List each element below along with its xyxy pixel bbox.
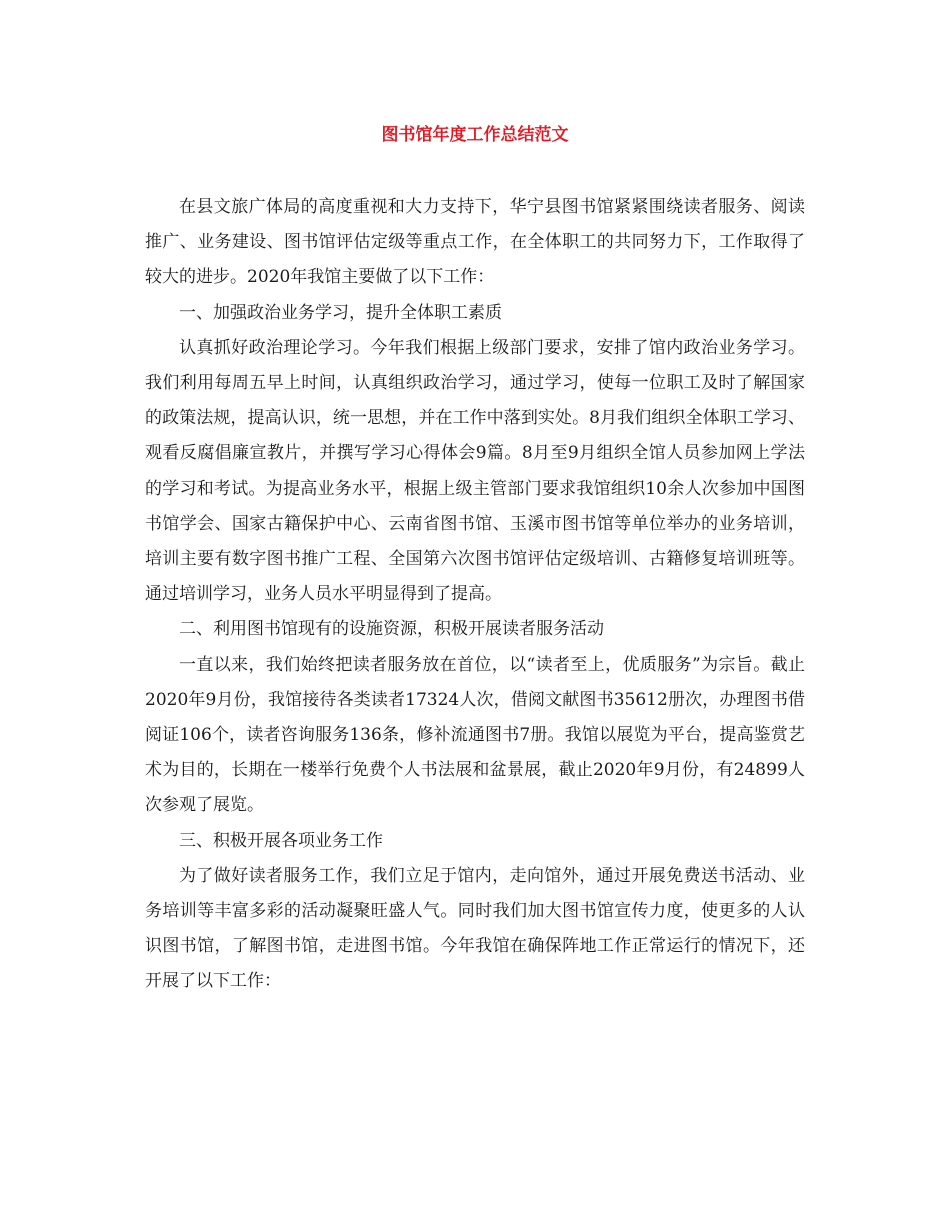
section-3-paragraph: 为了做好读者服务工作，我们立足于馆内，走向馆外，通过开展免费送书活动、业务培训等丰富多彩的活动凝聚旺盛人气。同时我们加大图书馆宣传力度，使更多的人认识图书馆，了解图书馆，走进图书馆。今年我馆在确保阵地工作正常运行的情况下，还开展了以下工作：: [145, 865, 805, 992]
section-2-paragraph: 一直以来，我们始终把读者服务放在首位，以“读者至上，优质服务”为宗旨。截止2020年9月份，我馆接待各类读者17324人次，借阅文献图书35612册次，办理图书借阅证106个，读者咨询服务136条，修补流通图书7册。我馆以展览为平台，提高鉴赏艺术为目的，长期在一楼举行免费个人书法展和盆景展，截止2020年9月份，有24899人次参观了展览。: [145, 654, 805, 816]
section-heading-2: 二、利用图书馆现有的设施资源，积极开展读者服务活动: [179, 619, 604, 640]
intro-paragraph: 在县文旅广体局的高度重视和大力支持下，华宁县图书馆紧紧围绕读者服务、阅读推广、业务建设、图书馆评估定级等重点工作，在全体职工的共同努力下，工作取得了较大的进步。2020年我馆主要做了以下工作：: [145, 197, 805, 288]
document-body: [145, 190, 805, 1000]
section-heading-3: 三、积极开展各项业务工作: [179, 830, 383, 851]
page-title: 图书馆年度工作总结范文: [381, 125, 569, 145]
section-heading-1: 一、加强政治业务学习，提升全体职工素质: [179, 302, 502, 323]
section-1-paragraph: 认真抓好政治理论学习。今年我们根据上级部门要求，安排了馆内政治业务学习。我们利用每周五早上时间，认真组织政治学习，通过学习，使每一位职工及时了解国家的政策法规，提高认识，统一思想，并在工作中落到实处。8月我们组织全体职工学习、观看反腐倡廉宣教片，并撰写学习心得体会9篇。8月至9月组织全馆人员参加网上学法的学习和考试。为提高业务水平，根据上级主管部门要求我馆组织10余人次参加中国图书馆学会、国家古籍保护中心、云南省图书馆、玉溪市图书馆等单位举办的业务培训，培训主要有数字图书推广工程、全国第六次图书馆评估定级培训、古籍修复培训班等。通过培训学习，业务人员水平明显得到了提高。: [145, 337, 805, 605]
